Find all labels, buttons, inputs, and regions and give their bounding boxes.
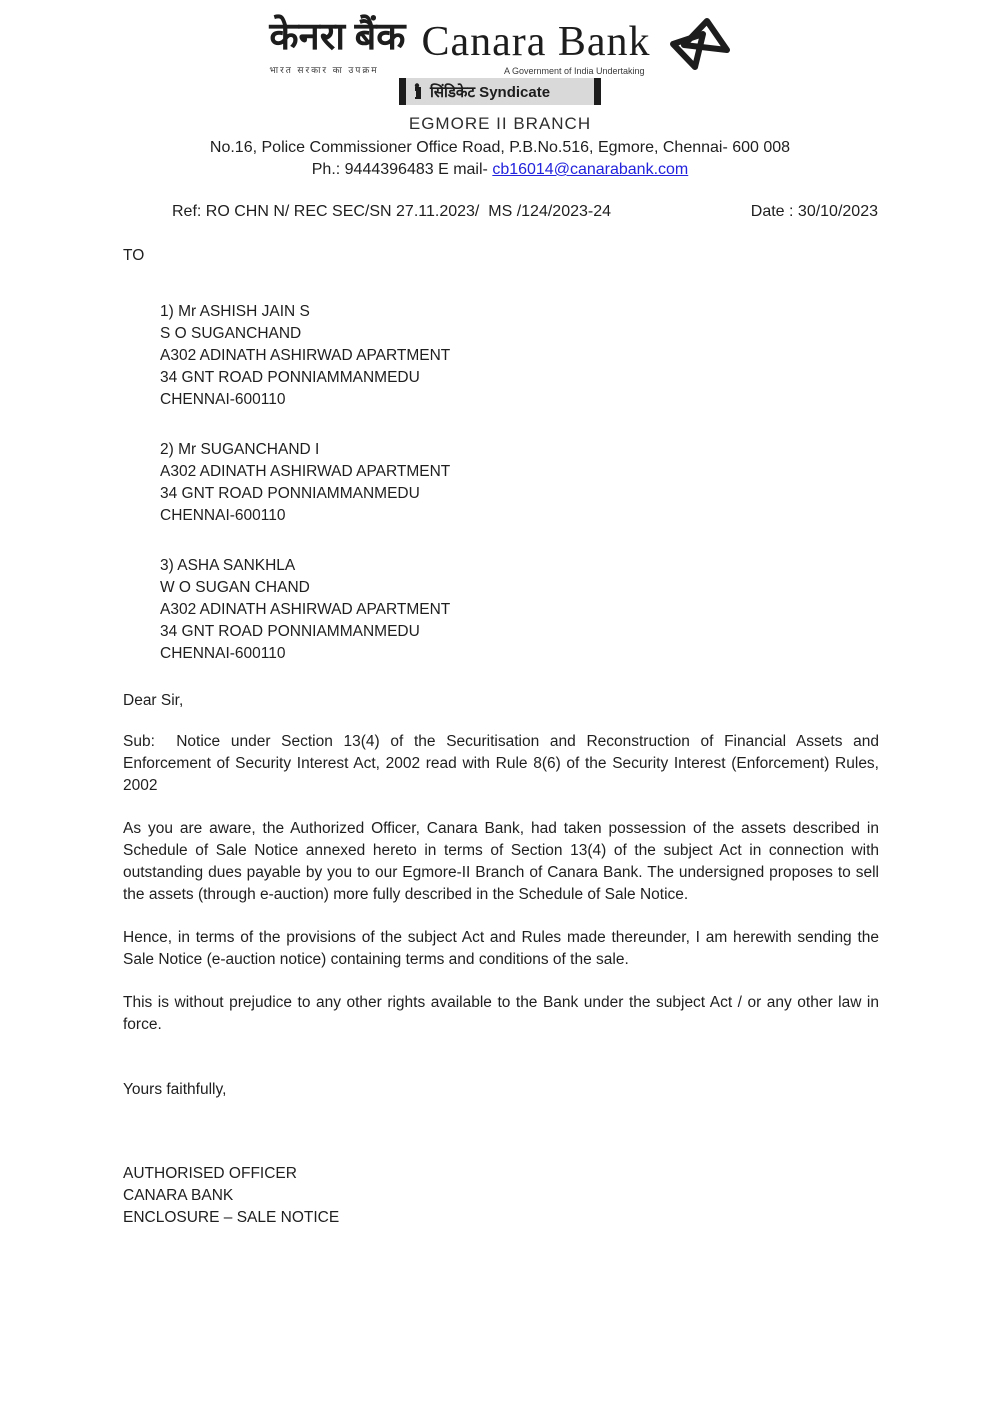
branch-address: No.16, Police Commissioner Office Road, P.B.No.516, Egmore, Chennai- 600 008: [209, 139, 791, 156]
to-label: TO: [123, 247, 145, 264]
syndicate-left-bar: [399, 78, 406, 105]
recipient-line: 1) Mr ASHISH JAIN S: [160, 303, 310, 320]
letter-date: Date : 30/10/2023: [750, 203, 878, 220]
signatory-org: CANARA BANK: [123, 1187, 234, 1204]
recipient-line: A302 ADINATH ASHIRWAD APARTMENT: [160, 463, 451, 480]
recipient-line: CHENNAI-600110: [160, 645, 286, 662]
greeting: Dear Sir,: [123, 692, 184, 709]
recipient-line: CHENNAI-600110: [160, 507, 286, 524]
recipient-line: 34 GNT ROAD PONNIAMMANMEDU: [160, 485, 420, 502]
phone-email-line: [0, 161, 1000, 179]
syndicate-label: सिंडिकेट Syndicate: [430, 83, 551, 101]
bank-tagline-english: A Government of India Undertaking: [503, 66, 645, 76]
bank-name-hindi: केनरा बैंक: [269, 16, 406, 58]
english-logo-block: [421, 14, 650, 76]
syndicate-logo-icon: [413, 83, 423, 101]
recipient-line: 2) Mr SUGANCHAND I: [160, 441, 320, 458]
signature-block: [123, 1163, 1000, 1229]
subject-paragraph: Sub: Notice under Section 13(4) of the Securitisation and Reconstruction of Financial Assets and Enforcement of Security Interest Act, 2002 read with Rule 8(6) of the Security Interest (Enforcement) Rules, 2002: [123, 733, 884, 794]
valediction: Yours faithfully,: [123, 1081, 227, 1098]
enclosure-note: ENCLOSURE – SALE NOTICE: [123, 1209, 340, 1226]
recipient-line: 3) ASHA SANKHLA: [160, 557, 296, 574]
body-paragraph-2: Hence, in terms of the provisions of the subject Act and Rules made thereunder, I am herewith sending the Sale Notice (e-auction notice) containing terms and conditions of the sale.: [123, 929, 884, 968]
recipient-1: [160, 301, 1000, 411]
recipient-2: [160, 439, 1000, 527]
recipient-line: A302 ADINATH ASHIRWAD APARTMENT: [160, 347, 451, 364]
canara-bank-triangles-icon: [667, 16, 731, 74]
recipient-line: CHENNAI-600110: [160, 391, 286, 408]
recipient-line: S O SUGANCHAND: [160, 325, 302, 342]
bank-name-english: Canara Bank: [421, 19, 651, 65]
recipient-3: [160, 555, 1000, 665]
phone-text: Ph.: 9444396483 E mail-: [311, 161, 493, 178]
letterhead: [0, 0, 1000, 76]
bank-tagline-hindi: भारत सरकार का उपक्रम: [269, 65, 379, 75]
recipient-line: 34 GNT ROAD PONNIAMMANMEDU: [160, 369, 420, 386]
hindi-logo-block: [269, 14, 405, 76]
recipient-line: W O SUGAN CHAND: [160, 579, 310, 596]
syndicate-strip: [399, 78, 601, 105]
reference-number: Ref: RO CHN N/ REC SEC/SN 27.11.2023/ MS /124/2023-24: [172, 203, 612, 220]
syndicate-right-bar: [594, 78, 601, 105]
branch-name: EGMORE II BRANCH: [408, 114, 592, 133]
recipient-line: A302 ADINATH ASHIRWAD APARTMENT: [160, 601, 451, 618]
body-paragraph-1: As you are aware, the Authorized Officer, Canara Bank, had taken possession of the assets described in Schedule of Sale Notice annexed hereto in terms of Section 13(4) of the subject Act in connection with outstanding dues payable by you to our Egmore-II Branch of Canara Bank. The undersigned proposes to sell the assets (through e-auction) more fully described in the Schedule of Sale Notice.: [123, 820, 884, 903]
body-paragraph-3: This is without prejudice to any other rights available to the Bank under the subject Act / or any other law in force.: [123, 994, 884, 1033]
recipient-line: 34 GNT ROAD PONNIAMMANMEDU: [160, 623, 420, 640]
email-link[interactable]: cb16014@canarabank.com: [492, 161, 689, 178]
reference-row: [172, 203, 878, 221]
signatory-title: AUTHORISED OFFICER: [123, 1165, 297, 1182]
